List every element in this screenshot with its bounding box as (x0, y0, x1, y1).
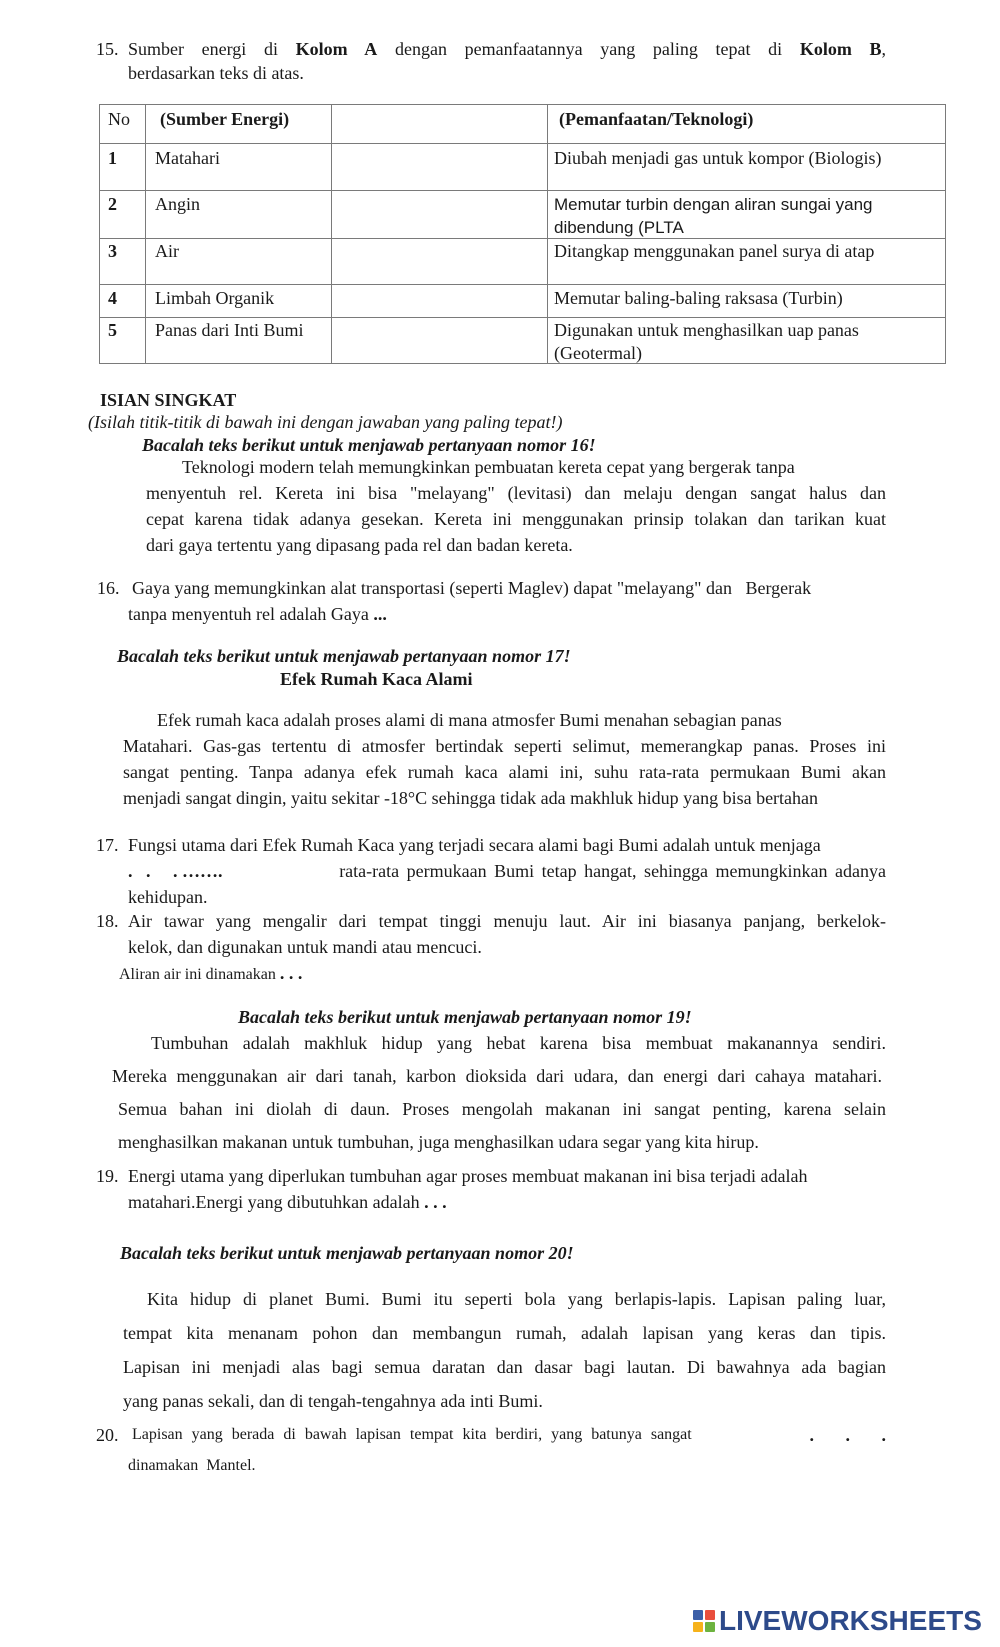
q20-intro: Bacalah teks berikut untuk menjawab pertanyaan nomor 20! (120, 1243, 574, 1263)
q16-passage-line4: dari gaya tertentu yang dipasang pada rel dan badan kereta. (146, 535, 573, 555)
table-row5-source: Panas dari Inti Bumi (155, 320, 304, 340)
logo-square-2 (705, 1610, 715, 1620)
table-row3-source: Air (155, 241, 179, 261)
table-row4-use: Memutar baling-baling raksasa (Turbin) (554, 288, 843, 308)
table-header-use: (Pemanfaatan/Teknologi) (559, 109, 754, 129)
q19-passage-line1: Tumbuhan adalah makhluk hidup yang hebat karena bisa membuat makanannya sendiri. (151, 1033, 886, 1053)
q16-question-line1: Gaya yang memungkinkan alat transportasi (seperti Maglev) dapat "melayang" dan Bergerak (132, 578, 812, 598)
q15-kolom-b: Kolom B (799, 39, 882, 59)
q19-answer-blank[interactable]: . . . (424, 1192, 447, 1212)
q20-passage-line2: tempat kita menanam pohon dan membangun rumah, adalah lapisan yang keras dan tipis. (123, 1323, 886, 1343)
q20-question-line1 (132, 1422, 886, 1448)
table-row3-no: 3 (108, 241, 117, 261)
table-border-row5 (99, 317, 946, 318)
q20-answer-blank[interactable]: . . . (809, 1425, 886, 1445)
q16-answer-blank[interactable]: ... (373, 604, 387, 624)
q19-question-line2 (128, 1189, 447, 1215)
isian-title: ISIAN SINGKAT (100, 390, 237, 410)
table-header-source: (Sumber Energi) (160, 109, 290, 129)
q16-number: 16. (97, 578, 120, 598)
table-row1-source: Matahari (155, 148, 220, 168)
q17-passage-line2: Matahari. Gas-gas tertentu di atmosfer bertindak seperti selimut, memerangkap panas. Proses ini (123, 736, 886, 756)
q18-line3 (119, 960, 302, 988)
liveworksheets-logo[interactable] (693, 1605, 982, 1637)
q17-question-line1: Fungsi utama dari Efek Rumah Kaca yang terjadi secara alami bagi Bumi adalah untuk menjaga (128, 835, 821, 855)
q16-passage-line3: cepat karena tidak adanya gesekan. Kereta ini menggunakan prinsip tolakan dan tarikan kuat (146, 509, 886, 529)
q15-number: 15. (96, 39, 119, 59)
q15-line2: berdasarkan teks di atas. (128, 63, 304, 83)
q17-passage-line4: menjadi sangat dingin, yaitu sekitar -18°C sehingga tidak ada makhluk hidup yang bisa bertahan (123, 788, 819, 808)
table-border-row4 (99, 284, 946, 285)
logo-square-3 (693, 1622, 703, 1632)
q18-line2: kelok, dan digunakan untuk mandi atau mencuci. (128, 937, 482, 957)
q17-passage-line1: Efek rumah kaca adalah proses alami di mana atmosfer Bumi menahan sebagian panas (157, 710, 782, 730)
q18-line1: Air tawar yang mengalir dari tempat tinggi menuju laut. Air ini biasanya panjang, berkelok- (128, 911, 886, 931)
q17-passage-line3: sangat penting. Tanpa adanya efek rumah kaca alami ini, suhu rata-rata permukaan Bumi akan (123, 762, 886, 782)
q19-passage-line2: Mereka menggunakan air dari tanah, karbon dioksida dari udara, dan energi dari cahaya matahari. (112, 1066, 882, 1086)
q17-intro: Bacalah teks berikut untuk menjawab pertanyaan nomor 17! (117, 646, 571, 666)
table-row2-source: Angin (155, 194, 200, 214)
q20-question-text: Lapisan yang berada di bawah lapisan tempat kita berdiri, yang batunya sangat (132, 1426, 692, 1443)
table-row2-no: 2 (108, 194, 117, 214)
q19-number: 19. (96, 1166, 119, 1186)
q19-passage-line3: Semua bahan ini diolah di daun. Proses mengolah makanan ini sangat penting, karena selain (118, 1099, 886, 1119)
q17-title: Efek Rumah Kaca Alami (280, 669, 473, 689)
table-border-col1 (145, 104, 146, 364)
q20-passage-line4: yang panas sekali, dan di tengah-tengahnya ada inti Bumi. (123, 1391, 543, 1411)
table-header-no: No (108, 109, 130, 129)
q16-intro: Bacalah teks berikut untuk menjawab pertanyaan nomor 16! (142, 435, 596, 455)
table-row4-no: 4 (108, 288, 117, 308)
table-border-top (99, 104, 946, 105)
table-row1-no: 1 (108, 148, 117, 168)
table-row5-use: Digunakan untuk menghasilkan uap panas (Geotermal) (554, 320, 859, 363)
table-border-row2 (99, 190, 946, 191)
table-row5-no: 5 (108, 320, 117, 340)
liveworksheets-logo-icon (693, 1610, 715, 1632)
q15-table (99, 104, 946, 364)
q20-question-line2: dinamakan Mantel. (128, 1457, 256, 1474)
q16-question-line2 (128, 601, 387, 627)
q17-question-line2 (128, 858, 886, 884)
q16-passage-line2: menyentuh rel. Kereta ini bisa "melayang" (levitasi) dan melaju dengan sangat halus dan (146, 483, 886, 503)
q19-question-text: matahari.Energi yang dibutuhkan adalah (128, 1192, 420, 1212)
q16-passage-line1: Teknologi modern telah memungkinkan pembuatan kereta cepat yang bergerak tanpa (182, 457, 795, 477)
table-row2-use: Memutar turbin dengan aliran sungai yang dibendung (PLTA (554, 195, 873, 237)
isian-instruction: (Isilah titik-titik di bawah ini dengan jawaban yang paling tepat!) (88, 412, 563, 432)
table-border-right (945, 104, 946, 364)
table-row4-source: Limbah Organik (155, 288, 275, 308)
q17-answer-blank[interactable]: . . . ……. (128, 861, 223, 881)
q15-line1-a: Sumber energi di (128, 39, 278, 59)
q18-number: 18. (96, 911, 119, 931)
table-row3-use: Ditangkap menggunakan panel surya di atap (554, 241, 875, 261)
q18-answer-blank[interactable]: . . . (279, 963, 303, 983)
table-row1-use: Diubah menjadi gas untuk kompor (Biologis) (554, 148, 882, 168)
q19-intro: Bacalah teks berikut untuk menjawab pertanyaan nomor 19! (238, 1007, 692, 1027)
q15-line1-b: dengan pemanfaatannya yang paling tepat di (394, 39, 783, 59)
q17-question-text: rata-rata permukaan Bumi tetap hangat, sehingga memungkinkan adanya (339, 861, 886, 881)
q17-number: 17. (96, 835, 119, 855)
q20-passage-line3: Lapisan ini menjadi alas bagi semua daratan dan dasar bagi lautan. Di bawahnya ada bagian (123, 1357, 886, 1377)
logo-square-1 (693, 1610, 703, 1620)
q16-question-text: tanpa menyentuh rel adalah Gaya (128, 604, 369, 624)
table-border-left (99, 104, 100, 364)
q19-passage-line4: menghasilkan makanan untuk tumbuhan, juga menghasilkan udara segar yang kita hirup. (118, 1132, 759, 1152)
liveworksheets-logo-text: LIVEWORKSHEETS (719, 1605, 982, 1636)
q17-question-line3: kehidupan. (128, 887, 208, 907)
table-border-col3 (547, 104, 548, 364)
q20-passage-line1: Kita hidup di planet Bumi. Bumi itu seperti bola yang berlapis-lapis. Lapisan paling luar, (147, 1289, 886, 1309)
q15-line1-c: , (881, 39, 887, 59)
logo-square-4 (705, 1622, 715, 1632)
q15-kolom-a: Kolom A (295, 39, 378, 59)
table-border-col2 (331, 104, 332, 364)
q19-question-line1: Energi utama yang diperlukan tumbuhan agar proses membuat makanan ini bisa terjadi adalah (128, 1166, 808, 1186)
table-border-row1 (99, 143, 946, 144)
q18-question-text: Aliran air ini dinamakan (119, 966, 276, 983)
q15-line1 (128, 36, 886, 62)
q20-number: 20. (96, 1425, 119, 1445)
